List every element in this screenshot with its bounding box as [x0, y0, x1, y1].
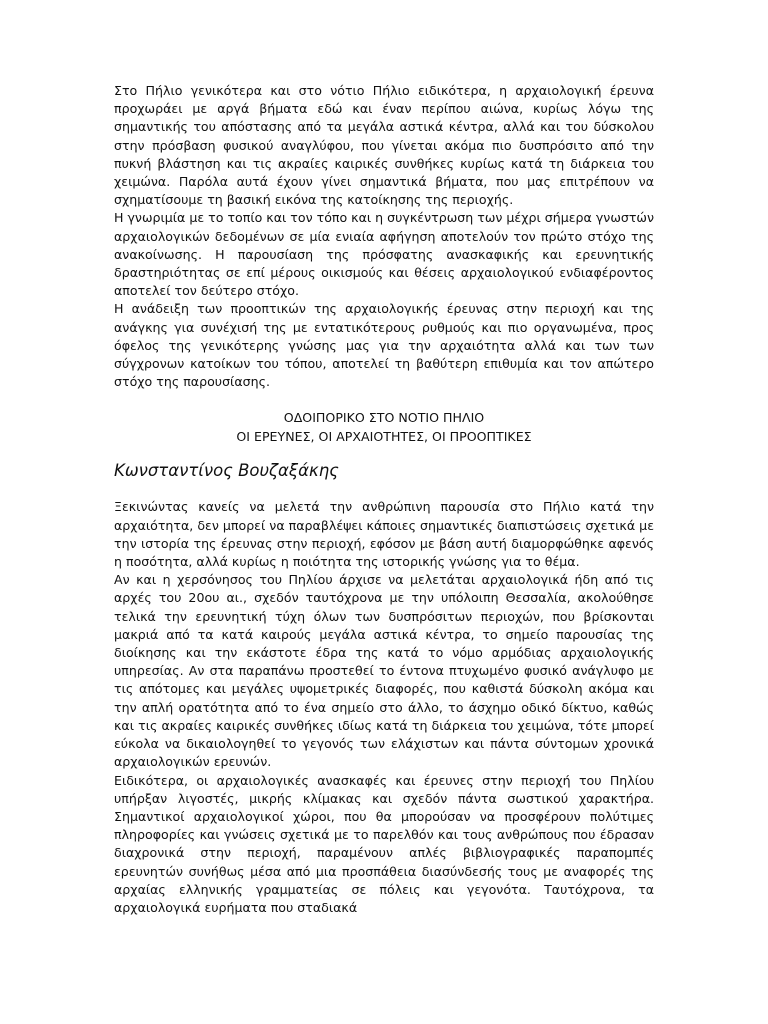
title-line-1: ΟΔΟΙΠΟΡΙΚΟ ΣΤΟ ΝΟΤΙΟ ΠΗΛΙΟ	[283, 410, 485, 426]
title-line-2: ΟΙ ΕΡΕΥΝΕΣ, ΟΙ ΑΡΧΑΙΟΤΗΤΕΣ, ΟΙ ΠΡΟΟΠΤΙΚΕΣ	[236, 429, 532, 445]
body-paragraph-1: Ξεκινώντας κανείς να μελετά την ανθρώπινη παρουσία στο Πήλιο κατά την αρχαιότητα, δεν μπορεί να παραβλέψει κάποιες σημαντικές διαπιστώσεις σχετικά με την ιστορία της έρευνας στην περιοχή, εφόσον με βάση αυτή διαμορφώθηκε αφενός η ποσότητα, αλλά κυρίως η ποιότητα της ιστορικής γνώσης για το θέμα.	[114, 499, 654, 570]
body-paragraph-3: Ειδικότερα, οι αρχαιολογικές ανασκαφές και έρευνες στην περιοχή του Πηλίου υπήρξαν λιγοστές, μικρής κλίμακας και σχεδόν πάντα σωστικού χαρακτήρα. Σημαντικοί αρχαιολογικοί χώροι, που θα μπορούσαν να προσφέρουν πολύτιμες πληροφορίες και γνώσεις σχετικά με το παρελθόν και τους ανθρώπους που έδρασαν διαχρονικά στην περιοχή, παραμένουν απλές βιβλιογραφικές παραπομπές ερευνητών συνήθως μέσα από μια προσπάθεια διασύνδεσής τους με αναφορές της αρχαίας ελληνικής γραμματείας σε πόλεις και γεγονότα. Ταυτόχρονα, τα αρχαιολογικά ευρήματα που σταδιακά	[114, 772, 654, 915]
author-name: Κωνσταντίνος Βουζαξάκης	[114, 461, 339, 481]
intro-paragraph-1: Στο Πήλιο γενικότερα και στο νότιο Πήλιο ειδικότερα, η αρχαιολογική έρευνα προχωράει με αργά βήματα εδώ και έναν περίπου αιώνα, κυρίως λόγω της σημαντικής του απόστασης από τα μεγάλα αστικά κέντρα, αλλά και του δύσκολου στην πρόσβαση φυσικού αναγλύφου, που γίνεται ακόμα πιο δυσπρόσιτο από την πυκνή βλάστηση και τις ακραίες καιρικές συνθήκες κυρίως κατά τη διάρκεια του χειμώνα. Παρόλα αυτά έχουν γίνει σημαντικά βήματα, που μας επιτρέπουν να σχηματίσουμε τη βασική εικόνα της κατοίκησης της περιοχής.	[114, 83, 654, 208]
intro-paragraph-3: Η ανάδειξη των προοπτικών της αρχαιολογικής έρευνας στην περιοχή και της ανάγκης για συνέχισή της με εντατικότερους ρυθμούς και πιο οργανωμένα, προς όφελος της γενικότερης γνώσης μας για την αρχαιότητα αλλά και των των σύγχρονων κατοίκων του τόπου, αποτελεί τη βαθύτερη επιθυμία και τον απώτερο στόχο της παρουσίασης.	[114, 301, 654, 390]
article-title	[114, 408, 654, 446]
body-paragraph-2: Αν και η χερσόνησος του Πηλίου άρχισε να μελετάται αρχαιολογικά ήδη από τις αρχές του 20ου αι., σχεδόν ταυτόχρονα με την υπόλοιπη Θεσσαλία, ακολούθησε τελικά την ερευνητική τύχη όλων των δυσπρόσιτων περιοχών, που βρίσκονται μακριά από τα κατά καιρούς μεγάλα αστικά κέντρα, το σημείο παρουσίας της διοίκησης και την εκάστοτε έδρα της κατά το νόμο αρμόδιας αρχαιολογικής υπηρεσίας. Αν στα παραπάνω προστεθεί το έντονα πτυχωμένο φυσικό ανάγλυφο με τις απότομες και μεγάλες υψομετρικές διαφορές, που καθιστά δύσκολη ακόμα και την απλή ορατότητα από το ένα σημείο στο άλλο, το άσχημο οδικό δίκτυο, καθώς και τις ακραίες καιρικές συνθήκες ιδίως κατά τη διάρκεια του χειμώνα, τότε μπορεί εύκολα να δικαιολογηθεί το γεγονός των ελάχιστων και πάντα σύντομων χρονικά αρχαιολογικών ερευνών.	[114, 572, 654, 770]
document-page	[114, 82, 654, 917]
intro-paragraph-2: Η γνωριμία με το τοπίο και τον τόπο και η συγκέντρωση των μέχρι σήμερα γνωστών αρχαιολογικών δεδομένων σε μία ενιαία αφήγηση αποτελούν τον πρώτο στόχο της ανακοίνωσης. Η παρουσίαση της πρόσφατης ανασκαφικής και ερευνητικής δραστηριότητας σε επί μέρους οικισμούς και θέσεις αρχαιολογικού ενδιαφέροντος αποτελεί τον δεύτερο στόχο.	[114, 210, 655, 299]
